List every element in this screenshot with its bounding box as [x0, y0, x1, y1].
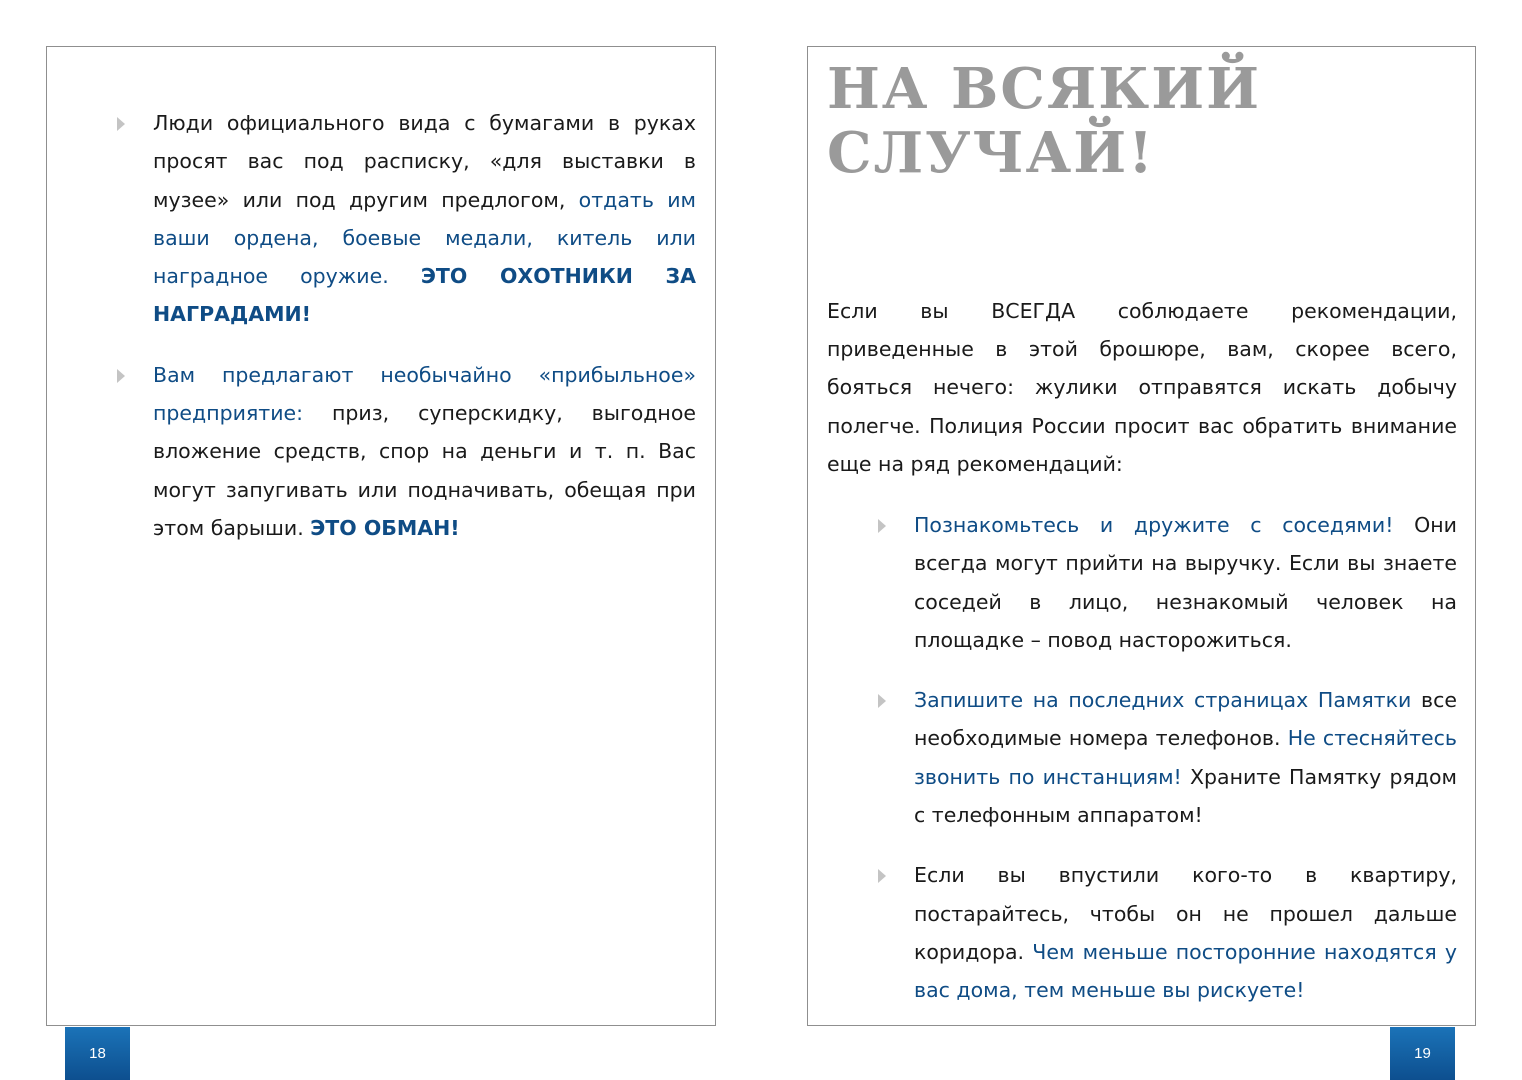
bullet-text: Люди официального вида с бумагами в руках просят вас под расписку, «для выставки в музее» или под другим предлогом,: [153, 111, 696, 212]
intro-paragraph: Если вы ВСЕГДА соблюдаете рекомендации, приведенные в этой брошюре, вам, скорее всего, бояться нечего: жулики отправятся искать добычу полегче. Полиция России просит вас обратить внимание еще на ряд рекомендаций:: [827, 299, 1457, 476]
page-number-right: [1390, 1027, 1455, 1080]
triangle-right-icon: [878, 694, 886, 708]
right-bullet-list: [914, 506, 1457, 1032]
left-page: [46, 46, 716, 1026]
triangle-right-icon: [117, 117, 125, 131]
right-page: [807, 46, 1476, 1026]
list-item: [153, 356, 696, 547]
triangle-right-icon: [117, 369, 125, 383]
bullet-text: приз, суперскидку, выгодное вложение средств, спор на деньги и т. п. Вас могут запугивать или подначивать, обещая при этом барыши.: [153, 401, 696, 540]
page-heading: НА ВСЯКИЙ СЛУЧАЙ!: [827, 56, 1262, 186]
page-number-left: [65, 1027, 130, 1080]
bullet-text: Они всегда могут прийти на выручку. Если вы знаете соседей в лицо, незнакомый человек на площадке – повод насторожиться.: [914, 513, 1457, 652]
bullet-highlight: Чем меньше посторонние находятся у вас дома, тем меньше вы рискуете!: [914, 939, 1457, 1003]
list-item: [914, 856, 1457, 1009]
left-bullet-list: [153, 104, 696, 569]
list-item: [153, 104, 696, 334]
bullet-warning: ЭТО ОБМАН!: [310, 515, 460, 540]
triangle-right-icon: [878, 519, 886, 533]
bullet-text: Храните Памятку рядом с телефонным аппаратом!: [914, 764, 1457, 828]
bullet-highlight: Вам предлагают необычайно «прибыльное» предприятие:: [153, 362, 696, 426]
bullet-warning: ЭТО ОХОТНИКИ ЗА НАГРАДАМИ!: [153, 264, 696, 327]
bullet-text: Если вы впустили кого-то в квартиру, постарайтесь, чтобы он не прошел дальше коридора.: [914, 863, 1457, 964]
bullet-highlight: Не стесняйтесь звонить по инстанциям!: [914, 726, 1457, 789]
bullet-highlight: Познакомьтесь и дружите с соседями!: [914, 513, 1394, 537]
bullet-text: все необходимые номера телефонов.: [914, 688, 1457, 751]
bullet-highlight: отдать им ваши ордена, боевые медали, китель или наградное оружие.: [153, 187, 696, 289]
triangle-right-icon: [878, 869, 886, 883]
list-item: [914, 506, 1457, 659]
page-number-text: 19: [1414, 1045, 1431, 1062]
bullet-highlight: Запишите на последних страницах Памятки: [914, 688, 1412, 713]
page-number-text: 18: [89, 1045, 106, 1062]
list-item: [914, 681, 1457, 834]
